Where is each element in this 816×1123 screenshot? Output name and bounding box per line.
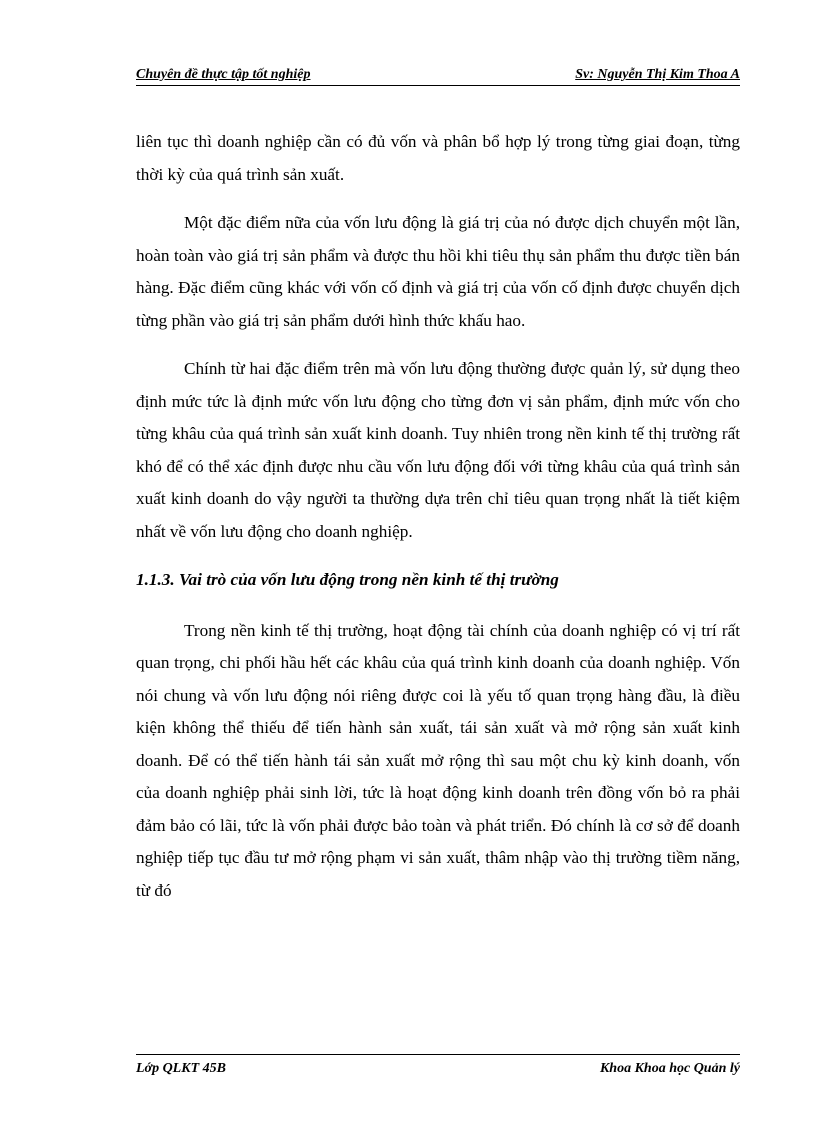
paragraph-1: liên tục thì doanh nghiệp cần có đủ vốn và phân bổ hợp lý trong từng giai đoạn, từng thời kỳ của quá trình sản xuất. <box>136 132 740 184</box>
header-author: Sv: Nguyễn Thị Kim Thoa A <box>575 67 740 82</box>
footer-faculty: Khoa Khoa học Quản lý <box>599 1061 740 1076</box>
page-header <box>136 64 740 86</box>
paragraph-2: Một đặc điểm nữa của vốn lưu động là giá trị của nó được dịch chuyển một lần, hoàn toàn vào giá trị sản phẩm và được thu hồi khi tiêu thụ sản phẩm thu được tiền bán hàng. Đặc điểm cũng khác với vốn cố định và giá trị của vốn cố định được chuyển dịch từng phần vào giá trị sản phẩm dưới hình thức khấu hao. <box>136 213 740 330</box>
page-content <box>136 126 740 923</box>
page-footer <box>136 1054 740 1077</box>
paragraph-4: Trong nền kinh tế thị trường, hoạt động tài chính của doanh nghiệp có vị trí rất quan trọng, chi phối hầu hết các khâu của quá trình kinh doanh của doanh nghiệp. Vốn nói chung và vốn lưu động nói riêng được coi là yếu tố quan trọng hàng đầu, là điều kiện không thể thiếu để tiến hành sản xuất, tái sản xuất và mở rộng sản xuất kinh doanh. Để có thể tiến hành tái sản xuất mở rộng thì sau một chu kỳ kinh doanh, vốn của doanh nghiệp phải sinh lời, tức là hoạt động kinh doanh trên đồng vốn bỏ ra phải đảm bảo có lãi, tức là vốn phải được bảo toàn và phát triển. Đó chính là cơ sở để doanh nghiệp tiếp tục đầu tư mở rộng phạm vi sản xuất, thâm nhập vào thị trường tiềm năng, từ đó <box>136 620 740 900</box>
paragraph-3: Chính từ hai đặc điểm trên mà vốn lưu động thường được quản lý, sử dụng theo định mức tức là định mức vốn lưu động cho từng đơn vị sản phẩm, định mức vốn cho từng khâu của quá trình sản xuất kinh doanh. Tuy nhiên trong nền kinh tế thị trường rất khó để có thể xác định được nhu cầu vốn lưu động đối với từng khâu của quá trình sản xuất kinh doanh do vậy người ta thường dựa trên chỉ tiêu quan trọng nhất là tiết kiệm nhất về vốn lưu động cho doanh nghiệp. <box>136 359 740 541</box>
section-heading: 1.1.3. Vai trò của vốn lưu động trong nền kinh tế thị trường <box>136 570 559 589</box>
header-title: Chuyên đề thực tập tốt nghiệp <box>136 67 311 82</box>
footer-class: Lớp QLKT 45B <box>136 1061 226 1076</box>
